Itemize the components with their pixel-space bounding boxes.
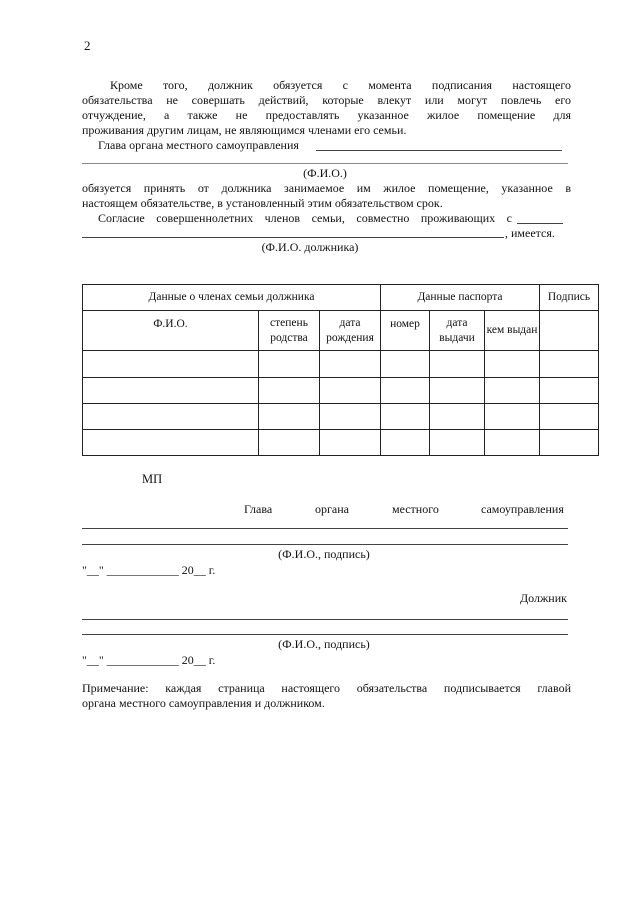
head-sign-date: "__" ____________ 20__ г. — [82, 563, 216, 577]
header-passport-data: Данные паспорта — [381, 285, 540, 311]
debtor-sign-line-2 — [82, 634, 568, 635]
paragraph-accept-line-2: настоящем обязательстве, в установленный этим обязательством срок. — [82, 196, 443, 210]
table-row — [83, 404, 599, 430]
consent-text: Согласие совершеннолетних членов семьи, совместно проживающих с — [98, 211, 512, 225]
note-line-2: органа местного самоуправления и должником. — [82, 696, 325, 710]
head-name-line — [316, 150, 562, 151]
col-fio: Ф.И.О. — [83, 311, 259, 351]
col-passport-number: номер — [381, 311, 430, 351]
page-number: 2 — [84, 38, 91, 53]
header-signature: Подпись — [540, 285, 599, 311]
note-line-1: Примечание: каждая страница настоящего обязательства подписывается главой — [82, 681, 571, 695]
head-sign-line-2 — [82, 544, 568, 545]
col-birth-date: дата рождения — [320, 311, 381, 351]
debtor-fio-caption: (Ф.И.О. должника) — [261, 240, 359, 254]
debtor-sign-date: "__" ____________ 20__ г. — [82, 653, 216, 667]
col-relation: степень родства — [259, 311, 320, 351]
paragraph-obligation-line-4: проживания другим лицам, не являющимся членами его семьи. — [82, 123, 407, 137]
header-family-data: Данные о членах семьи должника — [83, 285, 381, 311]
head-sign-caption: (Ф.И.О., подпись) — [278, 547, 370, 561]
head-sign-word-2: органа — [315, 502, 349, 516]
head-sign-line-1 — [82, 528, 568, 529]
paragraph-accept-line-1: обязуется принять от должника занимаемое им жилое помещение, указанное в — [82, 181, 571, 195]
head-sign-word-3: местного — [392, 502, 439, 516]
debtor-label: Должник — [520, 591, 567, 605]
family-members-table — [82, 284, 599, 456]
debtor-sign-caption: (Ф.И.О., подпись) — [278, 637, 370, 651]
table-row — [83, 430, 599, 456]
debtor-sign-line-1 — [82, 619, 568, 620]
consent-end: , имеется. — [505, 226, 555, 240]
consent-fill-line — [517, 223, 563, 224]
head-label: Глава органа местного самоуправления — [98, 138, 299, 152]
col-issued-by: кем выдан — [485, 311, 540, 351]
paragraph-obligation-line-1: Кроме того, должник обязуется с момента подписания настоящего — [110, 78, 571, 92]
table-row — [83, 351, 599, 378]
head-sign-word-1: Глава — [244, 502, 273, 516]
fio-caption: (Ф.И.О.) — [303, 166, 347, 180]
debtor-name-line — [82, 237, 504, 238]
stamp-place: МП — [142, 472, 163, 486]
col-issue-date: дата выдачи — [430, 311, 485, 351]
paragraph-obligation-line-2: обязательства не совершать действий, которые влекут или могут повлечь его — [82, 93, 571, 107]
table-row — [83, 378, 599, 404]
head-sign-word-4: самоуправления — [481, 502, 564, 516]
head-name-line-2 — [82, 163, 568, 164]
paragraph-obligation-line-3: отчуждение, а также не предоставлять указанное жилое помещение для — [82, 108, 571, 122]
col-signature-blank — [540, 311, 599, 351]
